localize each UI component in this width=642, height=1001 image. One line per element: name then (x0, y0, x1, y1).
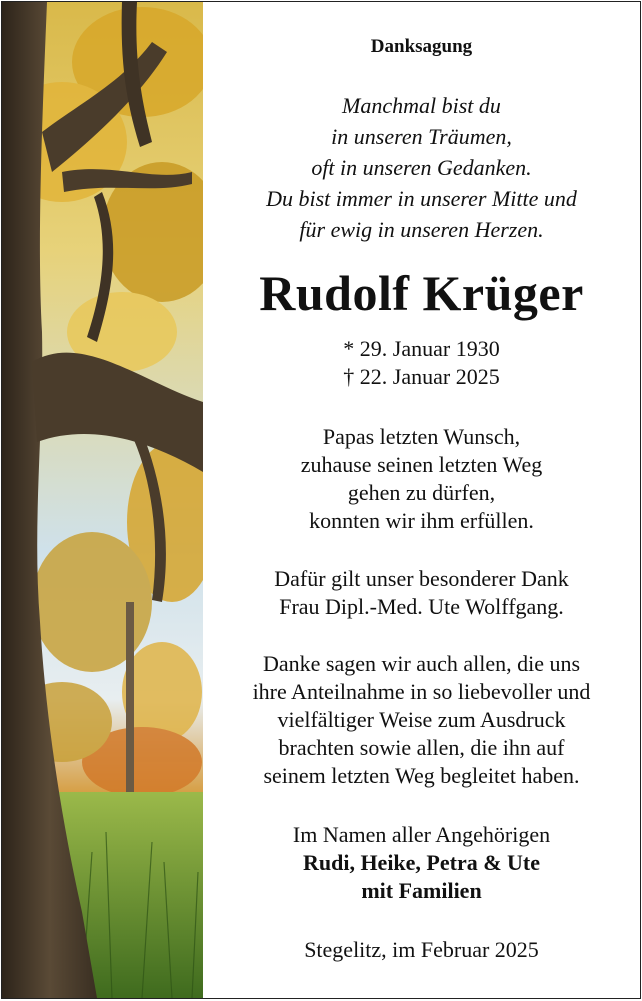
doctor-thanks-paragraph (203, 565, 640, 621)
obituary-text-column (203, 2, 640, 998)
family-signature (203, 821, 640, 905)
autumn-tree-illustration (2, 2, 203, 998)
family-suffix: mit Familien (361, 878, 482, 903)
poem-line: Manchmal bist du (342, 93, 501, 118)
paragraph-line: vielfältiger Weise zum Ausdruck (277, 707, 566, 732)
place-date: Stegelitz, im Februar 2025 (304, 937, 539, 962)
paragraph-line: ihre Anteilnahme in so liebevoller und (252, 679, 591, 704)
family-names: Rudi, Heike, Petra & Ute (302, 850, 541, 875)
paragraph-line: Dafür gilt unser besonderer Dank (274, 566, 569, 591)
paragraph-line: zuhause seinen letzten Weg (300, 452, 543, 477)
general-thanks-paragraph (203, 650, 640, 790)
poem-line: Du bist immer in unserer Mitte und (266, 186, 577, 211)
obituary-card (1, 1, 641, 999)
paragraph-line: konnten wir ihm erfüllen. (309, 508, 534, 533)
memorial-poem (203, 90, 640, 245)
paragraph-line: Papas letzten Wunsch, (322, 424, 521, 449)
autumn-tree-photo (2, 2, 203, 998)
life-dates (203, 335, 640, 391)
family-intro: Im Namen aller Angehörigen (292, 822, 551, 847)
paragraph-line: Danke sagen wir auch allen, die uns (262, 651, 581, 676)
paragraph-line: brachten sowie allen, die ihn auf (278, 735, 565, 760)
last-wish-paragraph (203, 423, 640, 535)
poem-line: für ewig in unseren Herzen. (299, 217, 544, 242)
poem-line: oft in unseren Gedanken. (311, 155, 532, 180)
deceased-name: Rudolf Krüger (259, 265, 584, 321)
death-date: † 22. Januar 2025 (343, 364, 500, 389)
paragraph-line: gehen zu dürfen, (347, 480, 496, 505)
notice-heading: Danksagung (370, 36, 473, 57)
poem-line: in unseren Träumen, (331, 124, 512, 149)
paragraph-line: Frau Dipl.-Med. Ute Wolffgang. (279, 594, 564, 619)
paragraph-line: seinem letzten Weg begleitet haben. (263, 763, 580, 788)
birth-date: * 29. Januar 1930 (343, 336, 500, 361)
